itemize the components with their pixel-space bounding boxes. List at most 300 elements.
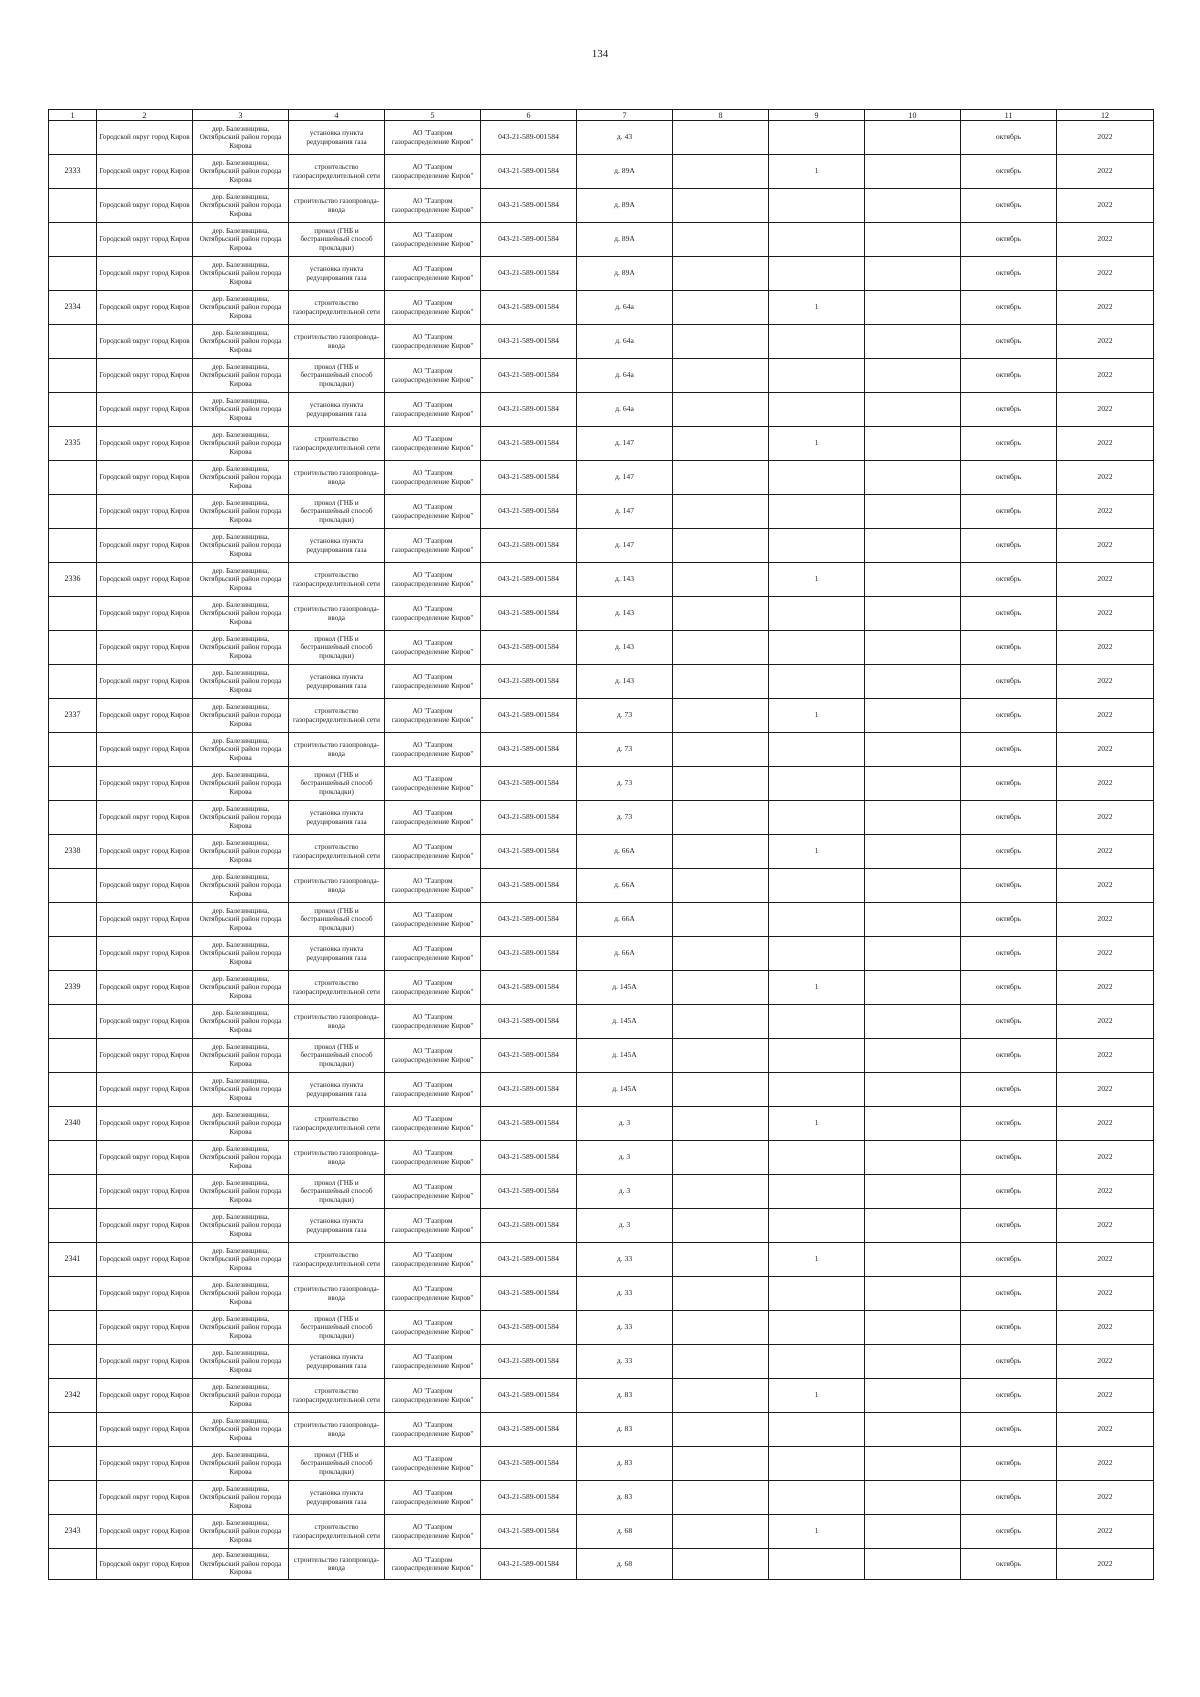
column-9-cell [769, 937, 865, 971]
column-10-cell [865, 1311, 961, 1345]
object-number-cell [49, 529, 97, 563]
house-number-cell: д. 73 [577, 801, 673, 835]
organization-cell: АО "Газпром газораспределение Киров" [385, 1311, 481, 1345]
organization-cell: АО "Газпром газораспределение Киров" [385, 699, 481, 733]
month-cell: октябрь [961, 1243, 1057, 1277]
month-cell: октябрь [961, 869, 1057, 903]
municipality-cell: Городской округ город Киров [97, 937, 193, 971]
house-number-cell: д. 3 [577, 1107, 673, 1141]
work-type-cell: строительство газопровода-ввода [289, 1005, 385, 1039]
work-type-cell: строительство газопровода-ввода [289, 1277, 385, 1311]
column-8-cell [673, 1447, 769, 1481]
column-10-cell [865, 1005, 961, 1039]
table-row [49, 1481, 1154, 1515]
year-cell: 2022 [1057, 291, 1154, 325]
month-cell: октябрь [961, 835, 1057, 869]
column-10-cell [865, 189, 961, 223]
column-9-cell [769, 1175, 865, 1209]
column-header: 4 [289, 110, 385, 121]
column-10-cell [865, 121, 961, 155]
column-9-cell [769, 597, 865, 631]
organization-cell: АО "Газпром газораспределение Киров" [385, 801, 481, 835]
table-row [49, 1549, 1154, 1580]
work-type-cell: установка пункта редуцирования газа [289, 801, 385, 835]
year-cell: 2022 [1057, 1039, 1154, 1073]
table-row [49, 1379, 1154, 1413]
column-9-cell [769, 1549, 865, 1580]
column-8-cell [673, 291, 769, 325]
object-number-cell [49, 937, 97, 971]
month-cell: октябрь [961, 325, 1057, 359]
year-cell: 2022 [1057, 1107, 1154, 1141]
column-10-cell [865, 631, 961, 665]
organization-cell: АО "Газпром газораспределение Киров" [385, 1277, 481, 1311]
location-cell: дер. Балезинщина, Октябрьский район города Кирова [193, 325, 289, 359]
permit-number-cell: 043-21-589-001584 [481, 1175, 577, 1209]
location-cell: дер. Балезинщина, Октябрьский район города Кирова [193, 971, 289, 1005]
permit-number-cell: 043-21-589-001584 [481, 1311, 577, 1345]
work-type-cell: установка пункта редуцирования газа [289, 529, 385, 563]
permit-number-cell: 043-21-589-001584 [481, 937, 577, 971]
location-cell: дер. Балезинщина, Октябрьский район города Кирова [193, 1447, 289, 1481]
municipality-cell: Городской округ город Киров [97, 631, 193, 665]
month-cell: октябрь [961, 665, 1057, 699]
house-number-cell: д. 3 [577, 1141, 673, 1175]
year-cell: 2022 [1057, 699, 1154, 733]
permit-number-cell: 043-21-589-001584 [481, 767, 577, 801]
municipality-cell: Городской округ город Киров [97, 359, 193, 393]
object-number-cell: 2333 [49, 155, 97, 189]
month-cell: октябрь [961, 1107, 1057, 1141]
column-9-cell: 1 [769, 1107, 865, 1141]
year-cell: 2022 [1057, 257, 1154, 291]
municipality-cell: Городской округ город Киров [97, 563, 193, 597]
month-cell: октябрь [961, 223, 1057, 257]
location-cell: дер. Балезинщина, Октябрьский район города Кирова [193, 801, 289, 835]
location-cell: дер. Балезинщина, Октябрьский район города Кирова [193, 1481, 289, 1515]
house-number-cell: д. 33 [577, 1311, 673, 1345]
object-number-cell [49, 597, 97, 631]
municipality-cell: Городской округ город Киров [97, 121, 193, 155]
permit-number-cell: 043-21-589-001584 [481, 1515, 577, 1549]
location-cell: дер. Балезинщина, Октябрьский район города Кирова [193, 1379, 289, 1413]
house-number-cell: д. 73 [577, 767, 673, 801]
column-9-cell [769, 257, 865, 291]
work-type-cell: строительство газораспределительной сети [289, 1515, 385, 1549]
object-number-cell [49, 1345, 97, 1379]
year-cell: 2022 [1057, 1379, 1154, 1413]
organization-cell: АО "Газпром газораспределение Киров" [385, 189, 481, 223]
column-10-cell [865, 393, 961, 427]
month-cell: октябрь [961, 461, 1057, 495]
column-9-cell [769, 461, 865, 495]
municipality-cell: Городской округ город Киров [97, 665, 193, 699]
table-row [49, 1413, 1154, 1447]
year-cell: 2022 [1057, 495, 1154, 529]
organization-cell: АО "Газпром газораспределение Киров" [385, 1107, 481, 1141]
work-type-cell: установка пункта редуцирования газа [289, 665, 385, 699]
municipality-cell: Городской округ город Киров [97, 325, 193, 359]
object-number-cell [49, 767, 97, 801]
organization-cell: АО "Газпром газораспределение Киров" [385, 903, 481, 937]
work-type-cell: строительство газораспределительной сети [289, 427, 385, 461]
column-10-cell [865, 1447, 961, 1481]
work-type-cell: строительство газопровода-ввода [289, 325, 385, 359]
month-cell: октябрь [961, 359, 1057, 393]
column-10-cell [865, 835, 961, 869]
year-cell: 2022 [1057, 631, 1154, 665]
municipality-cell: Городской округ город Киров [97, 733, 193, 767]
month-cell: октябрь [961, 1141, 1057, 1175]
column-8-cell [673, 189, 769, 223]
column-number-row [49, 110, 1154, 121]
organization-cell: АО "Газпром газораспределение Киров" [385, 869, 481, 903]
municipality-cell: Городской округ город Киров [97, 291, 193, 325]
house-number-cell: д. 147 [577, 427, 673, 461]
table-row [49, 1515, 1154, 1549]
column-8-cell [673, 835, 769, 869]
object-number-cell: 2336 [49, 563, 97, 597]
work-type-cell: установка пункта редуцирования газа [289, 1073, 385, 1107]
table-row [49, 563, 1154, 597]
column-10-cell [865, 461, 961, 495]
column-10-cell [865, 801, 961, 835]
month-cell: октябрь [961, 1413, 1057, 1447]
object-number-cell [49, 1447, 97, 1481]
organization-cell: АО "Газпром газораспределение Киров" [385, 1413, 481, 1447]
organization-cell: АО "Газпром газораспределение Киров" [385, 325, 481, 359]
column-10-cell [865, 1549, 961, 1580]
house-number-cell: д. 83 [577, 1481, 673, 1515]
year-cell: 2022 [1057, 665, 1154, 699]
permit-number-cell: 043-21-589-001584 [481, 223, 577, 257]
organization-cell: АО "Газпром газораспределение Киров" [385, 155, 481, 189]
column-9-cell: 1 [769, 1243, 865, 1277]
column-header: 11 [961, 110, 1057, 121]
column-8-cell [673, 1005, 769, 1039]
column-10-cell [865, 1345, 961, 1379]
organization-cell: АО "Газпром газораспределение Киров" [385, 223, 481, 257]
column-8-cell [673, 801, 769, 835]
object-number-cell: 2340 [49, 1107, 97, 1141]
work-type-cell: строительство газопровода-ввода [289, 869, 385, 903]
permit-number-cell: 043-21-589-001584 [481, 971, 577, 1005]
month-cell: октябрь [961, 1039, 1057, 1073]
municipality-cell: Городской округ город Киров [97, 1243, 193, 1277]
house-number-cell: д. 89А [577, 155, 673, 189]
house-number-cell: д. 143 [577, 631, 673, 665]
table-row [49, 937, 1154, 971]
organization-cell: АО "Газпром газораспределение Киров" [385, 733, 481, 767]
municipality-cell: Городской округ город Киров [97, 597, 193, 631]
work-type-cell: строительство газораспределительной сети [289, 291, 385, 325]
month-cell: октябрь [961, 121, 1057, 155]
page-number: 134 [591, 48, 609, 60]
organization-cell: АО "Газпром газораспределение Киров" [385, 1447, 481, 1481]
organization-cell: АО "Газпром газораспределение Киров" [385, 1515, 481, 1549]
table-row [49, 801, 1154, 835]
month-cell: октябрь [961, 1481, 1057, 1515]
column-10-cell [865, 427, 961, 461]
year-cell: 2022 [1057, 869, 1154, 903]
column-10-cell [865, 325, 961, 359]
year-cell: 2022 [1057, 1005, 1154, 1039]
organization-cell: АО "Газпром газораспределение Киров" [385, 1141, 481, 1175]
year-cell: 2022 [1057, 359, 1154, 393]
permit-number-cell: 043-21-589-001584 [481, 1447, 577, 1481]
column-10-cell [865, 665, 961, 699]
column-8-cell [673, 597, 769, 631]
month-cell: октябрь [961, 257, 1057, 291]
object-number-cell [49, 325, 97, 359]
column-header: 12 [1057, 110, 1154, 121]
municipality-cell: Городской округ город Киров [97, 1345, 193, 1379]
year-cell: 2022 [1057, 767, 1154, 801]
column-10-cell [865, 937, 961, 971]
column-9-cell [769, 1481, 865, 1515]
table-row [49, 291, 1154, 325]
house-number-cell: д. 66А [577, 869, 673, 903]
column-8-cell [673, 495, 769, 529]
permit-number-cell: 043-21-589-001584 [481, 1413, 577, 1447]
location-cell: дер. Балезинщина, Октябрьский район города Кирова [193, 393, 289, 427]
house-number-cell: д. 68 [577, 1549, 673, 1580]
organization-cell: АО "Газпром газораспределение Киров" [385, 359, 481, 393]
column-9-cell [769, 1413, 865, 1447]
column-10-cell [865, 767, 961, 801]
year-cell: 2022 [1057, 1549, 1154, 1580]
column-8-cell [673, 1073, 769, 1107]
column-9-cell: 1 [769, 291, 865, 325]
table-row [49, 325, 1154, 359]
column-9-cell [769, 903, 865, 937]
municipality-cell: Городской округ город Киров [97, 869, 193, 903]
month-cell: октябрь [961, 1515, 1057, 1549]
table-row [49, 1005, 1154, 1039]
column-9-cell [769, 1005, 865, 1039]
month-cell: октябрь [961, 563, 1057, 597]
work-type-cell: прокол (ГНБ и бестраншейный способ прокладки) [289, 903, 385, 937]
location-cell: дер. Балезинщина, Октябрьский район города Кирова [193, 1107, 289, 1141]
register-table [48, 109, 1154, 1580]
column-header: 2 [97, 110, 193, 121]
permit-number-cell: 043-21-589-001584 [481, 1345, 577, 1379]
year-cell: 2022 [1057, 223, 1154, 257]
location-cell: дер. Балезинщина, Октябрьский район города Кирова [193, 835, 289, 869]
table-row [49, 359, 1154, 393]
work-type-cell: строительство газораспределительной сети [289, 699, 385, 733]
municipality-cell: Городской округ город Киров [97, 223, 193, 257]
object-number-cell [49, 631, 97, 665]
object-number-cell [49, 1039, 97, 1073]
column-10-cell [865, 597, 961, 631]
location-cell: дер. Балезинщина, Октябрьский район города Кирова [193, 359, 289, 393]
municipality-cell: Городской округ город Киров [97, 1379, 193, 1413]
location-cell: дер. Балезинщина, Октябрьский район города Кирова [193, 529, 289, 563]
permit-number-cell: 043-21-589-001584 [481, 257, 577, 291]
house-number-cell: д. 33 [577, 1345, 673, 1379]
column-9-cell [769, 733, 865, 767]
column-10-cell [865, 223, 961, 257]
object-number-cell [49, 461, 97, 495]
object-number-cell [49, 1481, 97, 1515]
object-number-cell [49, 189, 97, 223]
column-header: 1 [49, 110, 97, 121]
column-8-cell [673, 971, 769, 1005]
column-10-cell [865, 1515, 961, 1549]
column-10-cell [865, 1277, 961, 1311]
permit-number-cell: 043-21-589-001584 [481, 1481, 577, 1515]
organization-cell: АО "Газпром газораспределение Киров" [385, 461, 481, 495]
location-cell: дер. Балезинщина, Октябрьский район города Кирова [193, 631, 289, 665]
year-cell: 2022 [1057, 597, 1154, 631]
object-number-cell [49, 1277, 97, 1311]
year-cell: 2022 [1057, 529, 1154, 563]
work-type-cell: прокол (ГНБ и бестраншейный способ прокладки) [289, 1039, 385, 1073]
column-10-cell [865, 1379, 961, 1413]
column-8-cell [673, 699, 769, 733]
organization-cell: АО "Газпром газораспределение Киров" [385, 937, 481, 971]
municipality-cell: Городской округ город Киров [97, 495, 193, 529]
municipality-cell: Городской округ город Киров [97, 1481, 193, 1515]
organization-cell: АО "Газпром газораспределение Киров" [385, 597, 481, 631]
column-8-cell [673, 1413, 769, 1447]
work-type-cell: строительство газопровода-ввода [289, 1413, 385, 1447]
column-8-cell [673, 393, 769, 427]
table-row [49, 1277, 1154, 1311]
column-10-cell [865, 1209, 961, 1243]
house-number-cell: д. 43 [577, 121, 673, 155]
column-10-cell [865, 1175, 961, 1209]
permit-number-cell: 043-21-589-001584 [481, 1141, 577, 1175]
column-9-cell [769, 223, 865, 257]
table-row [49, 869, 1154, 903]
year-cell: 2022 [1057, 189, 1154, 223]
organization-cell: АО "Газпром газораспределение Киров" [385, 1209, 481, 1243]
year-cell: 2022 [1057, 835, 1154, 869]
object-number-cell: 2334 [49, 291, 97, 325]
work-type-cell: прокол (ГНБ и бестраншейный способ прокладки) [289, 631, 385, 665]
year-cell: 2022 [1057, 1141, 1154, 1175]
location-cell: дер. Балезинщина, Октябрьский район города Кирова [193, 869, 289, 903]
column-10-cell [865, 1107, 961, 1141]
column-8-cell [673, 665, 769, 699]
object-number-cell [49, 869, 97, 903]
permit-number-cell: 043-21-589-001584 [481, 1107, 577, 1141]
permit-number-cell: 043-21-589-001584 [481, 631, 577, 665]
work-type-cell: строительство газораспределительной сети [289, 563, 385, 597]
object-number-cell [49, 1209, 97, 1243]
column-header: 7 [577, 110, 673, 121]
object-number-cell [49, 1005, 97, 1039]
organization-cell: АО "Газпром газораспределение Киров" [385, 1243, 481, 1277]
work-type-cell: строительство газораспределительной сети [289, 155, 385, 189]
year-cell: 2022 [1057, 1175, 1154, 1209]
table-row [49, 1243, 1154, 1277]
table-row [49, 1175, 1154, 1209]
work-type-cell: прокол (ГНБ и бестраншейный способ прокладки) [289, 359, 385, 393]
permit-number-cell: 043-21-589-001584 [481, 1277, 577, 1311]
permit-number-cell: 043-21-589-001584 [481, 733, 577, 767]
column-9-cell [769, 121, 865, 155]
permit-number-cell: 043-21-589-001584 [481, 665, 577, 699]
organization-cell: АО "Газпром газораспределение Киров" [385, 1073, 481, 1107]
house-number-cell: д. 145А [577, 1073, 673, 1107]
table-row [49, 733, 1154, 767]
month-cell: октябрь [961, 1379, 1057, 1413]
municipality-cell: Городской округ город Киров [97, 971, 193, 1005]
house-number-cell: д. 64а [577, 325, 673, 359]
column-10-cell [865, 1481, 961, 1515]
column-8-cell [673, 1175, 769, 1209]
organization-cell: АО "Газпром газораспределение Киров" [385, 1481, 481, 1515]
house-number-cell: д. 83 [577, 1413, 673, 1447]
table-row [49, 597, 1154, 631]
object-number-cell [49, 1413, 97, 1447]
month-cell: октябрь [961, 1073, 1057, 1107]
table-row [49, 903, 1154, 937]
house-number-cell: д. 145А [577, 971, 673, 1005]
permit-number-cell: 043-21-589-001584 [481, 563, 577, 597]
column-9-cell [769, 529, 865, 563]
municipality-cell: Городской округ город Киров [97, 835, 193, 869]
house-number-cell: д. 147 [577, 495, 673, 529]
table-row [49, 393, 1154, 427]
house-number-cell: д. 3 [577, 1175, 673, 1209]
municipality-cell: Городской округ город Киров [97, 1447, 193, 1481]
municipality-cell: Городской округ город Киров [97, 427, 193, 461]
column-8-cell [673, 1481, 769, 1515]
organization-cell: АО "Газпром газораспределение Киров" [385, 121, 481, 155]
organization-cell: АО "Газпром газораспределение Киров" [385, 257, 481, 291]
location-cell: дер. Балезинщина, Октябрьский район города Кирова [193, 1141, 289, 1175]
column-10-cell [865, 1073, 961, 1107]
work-type-cell: строительство газопровода-ввода [289, 189, 385, 223]
work-type-cell: прокол (ГНБ и бестраншейный способ прокладки) [289, 1447, 385, 1481]
location-cell: дер. Балезинщина, Октябрьский район города Кирова [193, 1413, 289, 1447]
month-cell: октябрь [961, 801, 1057, 835]
organization-cell: АО "Газпром газораспределение Киров" [385, 1005, 481, 1039]
year-cell: 2022 [1057, 427, 1154, 461]
permit-number-cell: 043-21-589-001584 [481, 427, 577, 461]
table-row [49, 1039, 1154, 1073]
month-cell: октябрь [961, 699, 1057, 733]
column-10-cell [865, 257, 961, 291]
year-cell: 2022 [1057, 1311, 1154, 1345]
municipality-cell: Городской округ город Киров [97, 461, 193, 495]
month-cell: октябрь [961, 1447, 1057, 1481]
permit-number-cell: 043-21-589-001584 [481, 189, 577, 223]
work-type-cell: прокол (ГНБ и бестраншейный способ прокладки) [289, 767, 385, 801]
year-cell: 2022 [1057, 971, 1154, 1005]
municipality-cell: Городской округ город Киров [97, 1073, 193, 1107]
municipality-cell: Городской округ город Киров [97, 257, 193, 291]
permit-number-cell: 043-21-589-001584 [481, 1209, 577, 1243]
municipality-cell: Городской округ город Киров [97, 1549, 193, 1580]
year-cell: 2022 [1057, 1243, 1154, 1277]
month-cell: октябрь [961, 495, 1057, 529]
column-8-cell [673, 359, 769, 393]
column-8-cell [673, 767, 769, 801]
column-8-cell [673, 1209, 769, 1243]
house-number-cell: д. 83 [577, 1447, 673, 1481]
location-cell: дер. Балезинщина, Октябрьский район города Кирова [193, 699, 289, 733]
object-number-cell [49, 1141, 97, 1175]
column-10-cell [865, 529, 961, 563]
month-cell: октябрь [961, 155, 1057, 189]
month-cell: октябрь [961, 1175, 1057, 1209]
column-8-cell [673, 631, 769, 665]
